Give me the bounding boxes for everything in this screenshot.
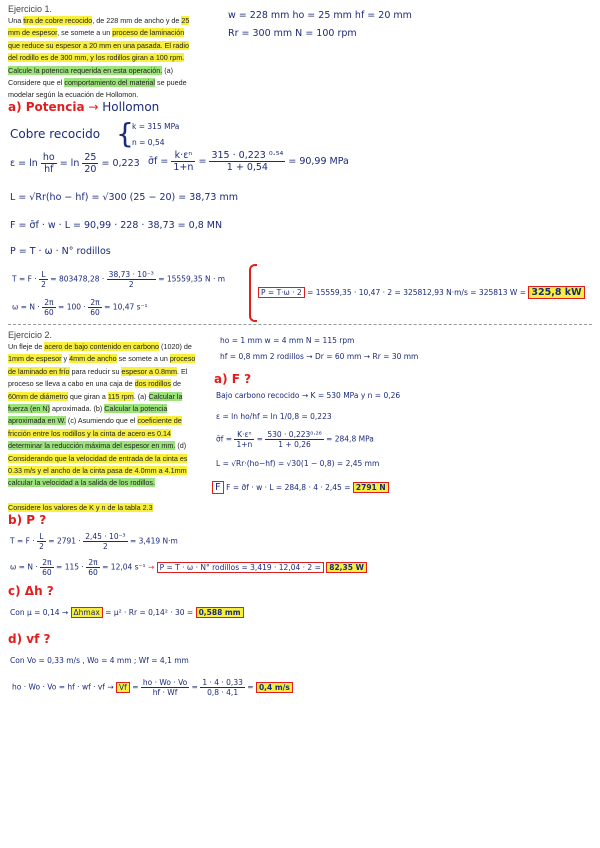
ex2-text: (d) bbox=[175, 441, 187, 451]
ex2-d-equals-2: = bbox=[191, 682, 198, 692]
ex2-d-vf: Vf bbox=[116, 682, 130, 693]
ex2-statement bbox=[8, 341, 208, 515]
T-num: 38,73 · 10⁻³ bbox=[108, 270, 154, 279]
T-label: T = F · bbox=[12, 274, 37, 284]
ex2-omega-result: = 12,04 s⁻¹ bbox=[102, 562, 146, 572]
ex2-line bbox=[8, 378, 208, 390]
omega-den: 60 bbox=[44, 308, 54, 317]
strain-mid: = ln bbox=[59, 158, 80, 169]
flow-eq: = bbox=[198, 156, 207, 167]
omega-den-2: 60 bbox=[90, 308, 100, 317]
ex2-text: Considerando que la velocidad de entrada de la cinta es bbox=[8, 453, 188, 463]
ex2-omega-den-2: 60 bbox=[88, 568, 98, 577]
ex2-text: de laminado en frío bbox=[8, 366, 70, 376]
ex2-omega-num: 2π bbox=[40, 558, 54, 568]
ex1-material: Cobre recocido bbox=[10, 127, 101, 141]
arrow-icon: → bbox=[147, 562, 157, 572]
T-mid: = 803478,28 · bbox=[50, 274, 105, 284]
ex2-F-answer: 2791 N bbox=[353, 482, 389, 493]
ex2-text: que giran a bbox=[67, 391, 108, 401]
ex1-omega bbox=[12, 298, 148, 317]
ex2-text: se somete a un bbox=[116, 354, 170, 364]
flow-num-2: 315 · 0,223 ⁰·⁵⁴ bbox=[211, 150, 284, 161]
omega-label: ω = N · bbox=[12, 302, 40, 312]
ex2-c-answer: 0,588 mm bbox=[196, 607, 244, 618]
T-result: = 15559,35 N · m bbox=[158, 274, 226, 284]
ex2-givens-2: hf = 0,8 mm 2 rodillos → Dr = 60 mm → Rr = 30 mm bbox=[220, 352, 419, 361]
ex2-T bbox=[10, 532, 178, 551]
ex2-omega-frac-2 bbox=[86, 558, 100, 577]
ex2-T-frac bbox=[37, 532, 46, 551]
ex1-line bbox=[8, 27, 208, 39]
ex2-text: proceso bbox=[169, 354, 196, 364]
ex2-T-frac-num: L bbox=[37, 532, 46, 542]
strain-frac bbox=[41, 152, 57, 175]
ex2-line bbox=[8, 477, 208, 489]
ex2-line bbox=[8, 465, 208, 477]
ex2-line bbox=[8, 341, 208, 353]
ex1-givens-1: w = 228 mm ho = 25 mm hf = 20 mm bbox=[228, 10, 412, 21]
strain-result: = 0,223 bbox=[101, 158, 140, 169]
ex2-text: 4mm de ancho bbox=[69, 354, 117, 364]
ex2-d-equals: = bbox=[132, 682, 139, 692]
ex1-P-formula: P = T · ω · N° rodillos bbox=[10, 246, 111, 257]
ex2-T-num: 2,45 · 10⁻³ bbox=[85, 532, 126, 541]
ex1-line bbox=[8, 65, 208, 77]
ex2-F-prefix: F = σ̄f · w · L = 284,8 · 4 · 2,45 = bbox=[226, 483, 351, 492]
ex2-omega bbox=[10, 558, 367, 577]
ex2-d-frac bbox=[141, 678, 189, 697]
ex2-strain: ε = ln ho/hf = ln 1/0,8 = 0,223 bbox=[216, 412, 332, 421]
ex2-flow-result: = 284,8 MPa bbox=[326, 434, 374, 444]
ex2-flow-label: σ̄f = bbox=[216, 434, 233, 444]
ex2-flow-num-2: 530 · 0,223⁰·²⁶ bbox=[267, 430, 322, 439]
ex2-line bbox=[8, 428, 208, 440]
ex1-k: k = 315 MPa bbox=[132, 122, 180, 131]
ex2-d-num: ho · Wo · Vo bbox=[142, 678, 188, 687]
ex2-part-a: a) F ? bbox=[214, 372, 252, 386]
ex1-T bbox=[12, 270, 225, 289]
ex2-d-givens: Con Vo = 0,33 m/s , Wo = 4 mm ; Wf = 4,1 mm bbox=[10, 656, 189, 665]
ex2-line bbox=[8, 366, 208, 378]
ex2-text: 115 rpm bbox=[107, 391, 134, 401]
ex1-text: modelar según la ecuación de Hollomon. bbox=[8, 90, 139, 100]
T-frac bbox=[39, 270, 48, 289]
ex2-givens-1: ho = 1 mm w = 4 mm N = 115 rpm bbox=[220, 336, 355, 345]
ex1-text: 25 bbox=[181, 16, 190, 25]
ex1-line bbox=[8, 15, 208, 27]
ex2-text: aproximada en W. bbox=[8, 416, 66, 426]
ex2-omega-num-2: 2π bbox=[86, 558, 100, 568]
ex2-text: proceso se lleva a cabo en una caja de bbox=[8, 379, 135, 389]
ex2-F bbox=[212, 482, 389, 493]
ex2-text: Un fleje de bbox=[8, 342, 45, 351]
section-divider bbox=[8, 324, 592, 325]
flow-num: k·εⁿ bbox=[171, 150, 195, 162]
ex2-line bbox=[8, 415, 208, 427]
ex1-part-a-label: a) Potencia bbox=[8, 100, 85, 114]
omega-frac bbox=[42, 298, 56, 317]
ex2-text: para reducir su bbox=[69, 366, 122, 376]
ex2-d-answer: 0,4 m/s bbox=[256, 682, 293, 693]
ex2-omega-label: ω = N · bbox=[10, 562, 38, 572]
ex2-T-frac-den: 2 bbox=[39, 542, 44, 551]
ex1-P-result bbox=[258, 287, 585, 298]
ex2-text: fricción entre los rodillos y la cinta de acero es 0.14 bbox=[8, 428, 171, 438]
ex2-text: fuerza (en N) bbox=[8, 404, 50, 414]
ex2-d-eq: ho · Wo · Vo = hf · wf · vf → bbox=[12, 682, 114, 692]
ex1-text: (a) bbox=[162, 65, 174, 75]
ex2-P-answer: 82,35 W bbox=[326, 562, 367, 573]
ex2-text: acero de bajo contenido en carbono bbox=[44, 342, 160, 351]
T-frac-num: L bbox=[39, 270, 48, 280]
omega-result: = 10,47 s⁻¹ bbox=[104, 302, 148, 312]
ex2-T-frac-2 bbox=[83, 532, 127, 551]
ex2-d-num-2: 1 · 4 · 0,33 bbox=[202, 678, 243, 687]
ex2-text: calcular la velocidad a la salida de los rodillos. bbox=[8, 478, 156, 488]
ex2-L: L = √Rr·(ho−hf) = √30(1 − 0,8) = 2,45 mm bbox=[216, 459, 380, 468]
omega-num: 2π bbox=[42, 298, 56, 308]
ex1-n: n = 0,54 bbox=[132, 138, 165, 147]
ex2-omega-frac bbox=[40, 558, 54, 577]
ex2-text: . El bbox=[177, 366, 188, 376]
T-den: 2 bbox=[128, 280, 134, 289]
omega-mid: = 100 · bbox=[58, 302, 86, 312]
strain-num: ho bbox=[42, 152, 55, 163]
ex1-text: , se somete a un bbox=[57, 28, 113, 38]
ex2-text: y bbox=[61, 354, 70, 364]
ex2-flow-frac bbox=[234, 430, 254, 449]
ex2-text: determinar la reducción máxima del espesor en mm. bbox=[8, 441, 176, 451]
strain-num-2: 25 bbox=[84, 152, 97, 163]
ex2-title: Ejercicio 2. bbox=[8, 330, 53, 340]
ex1-text: Una bbox=[8, 16, 24, 25]
ex2-P-prefix: P = T · ω · N° rodillos = 3,419 · 12,04 · 2 = bbox=[157, 562, 324, 573]
ex1-text: se puede bbox=[155, 78, 187, 88]
ex2-flow-frac-2 bbox=[265, 430, 323, 449]
ex1-line bbox=[8, 52, 208, 64]
ex2-T-result: = 3,419 N·m bbox=[129, 536, 178, 546]
omega-num-2: 2π bbox=[88, 298, 102, 308]
ex2-text: (c) Asumiendo que el bbox=[65, 416, 138, 426]
ex1-title: Ejercicio 1. bbox=[8, 4, 53, 14]
ex2-line bbox=[8, 403, 208, 415]
ex2-d-line bbox=[12, 678, 293, 697]
ex2-text: dos rodillos bbox=[134, 379, 172, 389]
ex2-line bbox=[8, 353, 208, 365]
ex2-text: . (a) bbox=[133, 391, 149, 401]
ex2-T-den: 2 bbox=[103, 542, 108, 551]
ex1-strain bbox=[10, 152, 140, 175]
ex2-part-b: b) P ? bbox=[8, 513, 47, 527]
ex1-material-brace: { bbox=[116, 117, 134, 150]
ex2-text: Calcular la bbox=[148, 391, 183, 401]
ex1-L: L = √Rr(ho − hf) = √300 (25 − 20) = 38,73 mm bbox=[10, 192, 238, 203]
ex1-P-calc: = 15559,35 · 10,47 · 2 = 325812,93 N·m/s = 325813 W = bbox=[307, 288, 527, 297]
ex2-T-mid: = 2791 · bbox=[48, 536, 81, 546]
ex2-flow-num: K·εⁿ bbox=[234, 430, 254, 440]
strain-den-2: 20 bbox=[84, 164, 97, 175]
ex1-text: , de 228 mm de ancho y de bbox=[92, 16, 182, 25]
flow-den: 1+n bbox=[173, 162, 194, 173]
flow-frac bbox=[171, 150, 195, 173]
ex1-F: F = σ̄f · w · L = 90,99 · 228 · 38,73 = 0,8 MN bbox=[10, 220, 223, 231]
ex2-omega-mid: = 115 · bbox=[56, 562, 84, 572]
ex1-P-answer: 325,8 kW bbox=[528, 286, 584, 299]
ex1-text: comportamiento del material bbox=[64, 78, 156, 88]
ex2-text: Considere los valores de K y n de la tabla 2.3 bbox=[8, 503, 153, 513]
ex2-line bbox=[8, 490, 208, 502]
flow-label: σ̄f = bbox=[148, 156, 169, 167]
ex2-F-box-label: F bbox=[212, 481, 224, 494]
ex1-text: Calcule la potencia requerida en esta operación. bbox=[8, 65, 163, 75]
ex2-flow-den-2: 1 + 0,26 bbox=[278, 440, 311, 449]
ex1-line bbox=[8, 77, 208, 89]
ex1-text: del rodillo es de 300 mm, y los rodillos giran a 100 rpm. bbox=[8, 53, 185, 63]
ex2-d-frac-2 bbox=[200, 678, 245, 697]
strain-den: hf bbox=[44, 164, 54, 175]
ex2-material: Bajo carbono recocido → K = 530 MPa y n = 0,26 bbox=[216, 391, 401, 400]
T-frac-den: 2 bbox=[41, 280, 46, 289]
ex1-givens-2: Rr = 300 mm N = 100 rpm bbox=[228, 28, 357, 39]
ex2-c-line bbox=[10, 608, 244, 617]
omega-frac-2 bbox=[88, 298, 102, 317]
ex1-part-a bbox=[8, 100, 159, 114]
ex2-part-c: c) Δh ? bbox=[8, 584, 54, 598]
ex2-flow bbox=[216, 430, 374, 449]
ex2-text: espesor a 0.8mm bbox=[121, 366, 178, 376]
ex1-model: Hollomon bbox=[102, 100, 160, 114]
ex2-line bbox=[8, 440, 208, 452]
ex2-flow-den: 1+n bbox=[236, 440, 253, 449]
ex1-text: que reduce su espesor a 20 mm en una pasada. El radio bbox=[8, 40, 190, 50]
ex1-line bbox=[8, 40, 208, 52]
ex2-text: coeficiente de bbox=[137, 416, 182, 426]
ex1-text: tira de cobre recocido bbox=[23, 16, 93, 25]
ex2-text: 1mm de espesor bbox=[8, 354, 62, 364]
strain-label: ε = ln bbox=[10, 158, 38, 169]
ex2-d-den: hf · Wf bbox=[152, 688, 178, 697]
ex1-P-prefix: P = T·ω · 2 bbox=[258, 287, 305, 298]
T-frac-2 bbox=[107, 270, 156, 289]
ex1-flow bbox=[148, 150, 349, 173]
flow-frac-2 bbox=[209, 150, 285, 173]
ex2-d-equals-3: = bbox=[247, 682, 254, 692]
flow-den-2: 1 + 0,54 bbox=[226, 162, 268, 173]
ex2-text: 0.33 m/s y el ancho de la cinta pasa de 4.0mm a 4.1mm bbox=[8, 466, 187, 476]
ex2-c-dh: Δhmax bbox=[71, 607, 103, 618]
ex2-text: (1020) de bbox=[159, 342, 192, 351]
flow-result: = 90,99 MPa bbox=[288, 156, 349, 167]
ex2-text: Calcular la potencia bbox=[104, 404, 168, 414]
ex2-flow-eq: = bbox=[256, 434, 263, 444]
ex2-line bbox=[8, 391, 208, 403]
ex2-d-den-2: 0,8 · 4,1 bbox=[207, 688, 239, 697]
ex1-statement bbox=[8, 15, 208, 102]
ex1-text: Considere que el bbox=[8, 78, 65, 88]
ex1-text: mm de espesor bbox=[8, 28, 58, 38]
strain-frac-2 bbox=[82, 152, 98, 175]
ex2-part-d: d) vf ? bbox=[8, 632, 51, 646]
ex2-text: de bbox=[171, 379, 182, 389]
ex2-text: 60mm de diámetro bbox=[8, 391, 68, 401]
ex2-line bbox=[8, 453, 208, 465]
ex2-omega-den: 60 bbox=[42, 568, 52, 577]
arrow-icon: → bbox=[88, 100, 103, 114]
ex1-result-brace bbox=[249, 264, 257, 322]
ex2-c-mid: = μ² · Rr = 0,14² · 30 = bbox=[105, 608, 194, 617]
ex2-text: aproximada. (b) bbox=[49, 404, 105, 414]
ex2-c-prefix: Con μ = 0,14 → bbox=[10, 608, 69, 617]
ex2-T-label: T = F · bbox=[10, 536, 35, 546]
ex1-text: proceso de laminación bbox=[112, 28, 185, 38]
